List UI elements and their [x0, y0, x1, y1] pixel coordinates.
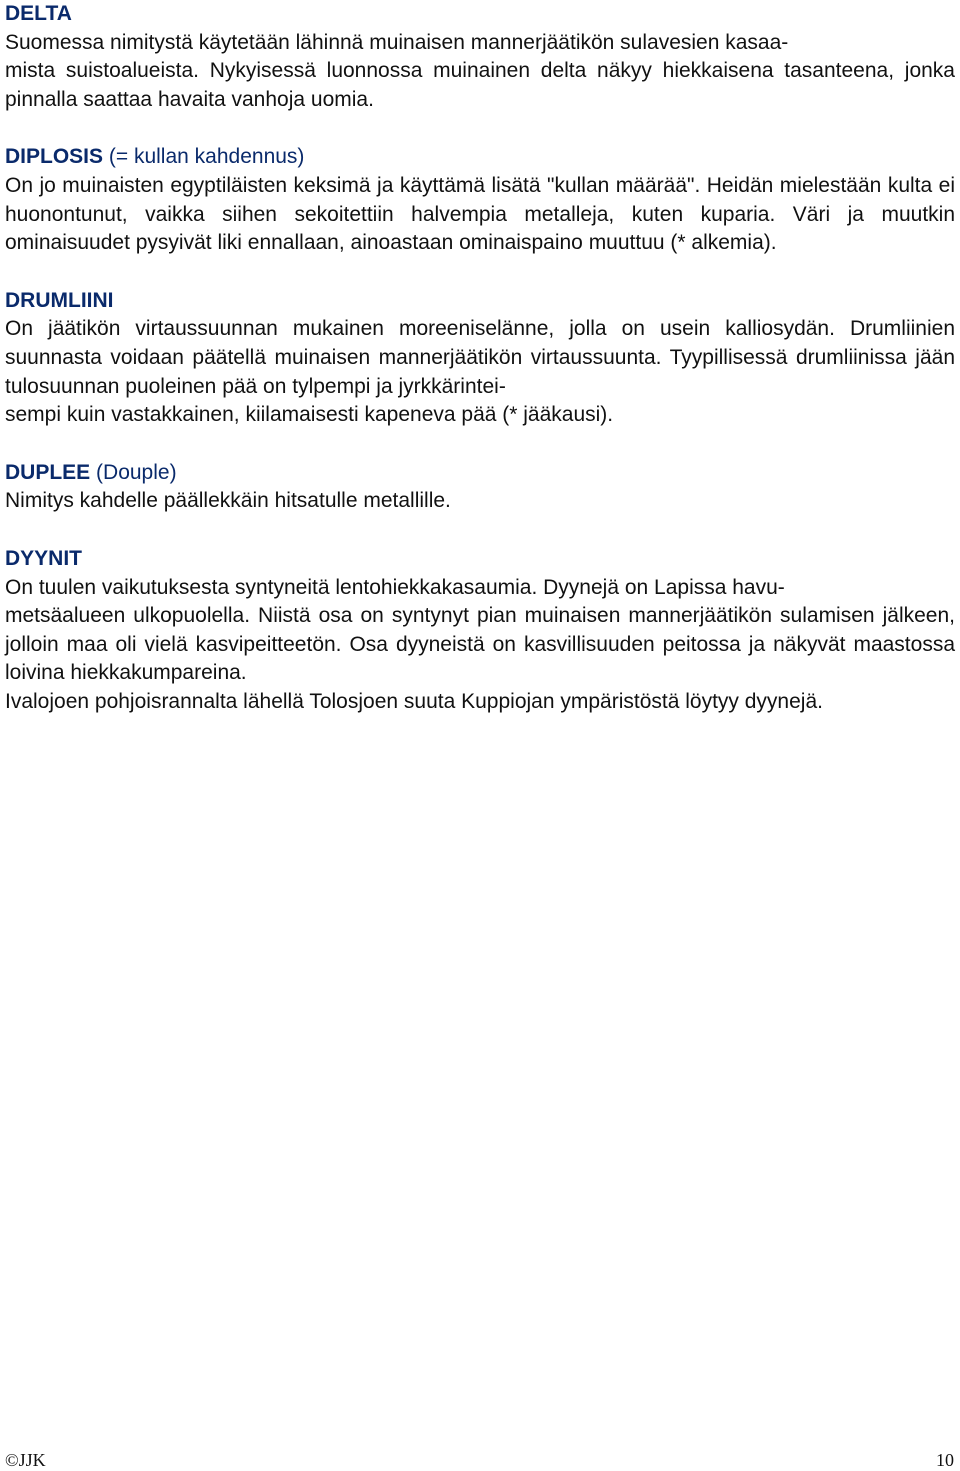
entry-heading [5, 459, 955, 488]
entry-paragraph: On jo muinaisten egyptiläisten keksimä ja käyttämä lisätä "kullan määrää". Heidän mielestään kulta ei huonontunut, vaikka siihen sekoitettiin halvempia metalleja, kuten kuparia. Väri ja muutkin ominaisuudet pysyivät liki ennallaan, ainoastaan ominaispaino muuttuu (* alkemia). [5, 173, 955, 255]
entry-term-note: (Douple) [96, 460, 177, 484]
entry-paragraph: Nimitys kahdelle päällekkäin hitsatulle metallille. [5, 489, 451, 513]
page-footer [5, 1449, 954, 1471]
entry-term: DYYNIT [5, 546, 83, 570]
entry-paragraph: Ivalojoen pohjoisrannalta lähellä Tolosjoen suuta Kuppiojan ympäristöstä löytyy dyynejä. [5, 689, 823, 713]
document-body [5, 0, 955, 745]
entry-dyynit [5, 545, 955, 717]
entry-diplosis [5, 143, 955, 257]
entry-term: DIPLOSIS [5, 145, 104, 169]
entry-duplee [5, 459, 955, 516]
entry-term: DRUMLIINI [5, 288, 114, 312]
entry-term: DUPLEE [5, 460, 91, 484]
copyright-notice: ©JJK [5, 1450, 46, 1470]
entry-heading [5, 545, 955, 574]
entry-drumliini [5, 287, 955, 430]
entry-paragraph: On jäätikön virtaussuunnan mukainen moreeniselänne, jolla on usein kalliosydän. Drumliinien suunnasta voidaan päätellä muinaisen mannerjäätikön virtaussuunta. Tyypillisessä drumliinissa jään tulosuunnan puoleinen pää on tylpempi ja jyrkkärintei- sempi kuin vastakkainen, kiilamaisesti kapeneva pää (* jääkausi). [5, 317, 955, 427]
entry-term: DELTA [5, 2, 72, 25]
entry-heading [5, 0, 955, 29]
entry-delta [5, 0, 955, 114]
entry-heading [5, 287, 955, 316]
entry-term-note: (= kullan kahdennus) [108, 145, 305, 169]
page-number: 10 [936, 1450, 954, 1470]
entry-paragraph: Suomessa nimitystä käytetään lähinnä muinaisen mannerjäätikön sulavesien kasaa- mista suistoalueista. Nykyisessä luonnossa muinainen delta näkyy hiekkaisena tasanteena, jonka pinnalla saattaa havaita vanhoja uomia. [5, 30, 955, 111]
entry-heading [5, 143, 955, 172]
entry-paragraph: On tuulen vaikutuksesta syntyneitä lentohiekkakasaumia. Dyynejä on Lapissa havu- metsäalueen ulkopuolella. Niistä osa on syntynyt pian muinaisen mannerjäätikön sulamisen jälkeen, jolloin maa oli vielä kasvipeitteetön. Osa dyyneistä on kasvillisuuden peitossa ja näkyvät maastossa loivina hiekkakumpareina. [5, 575, 955, 685]
